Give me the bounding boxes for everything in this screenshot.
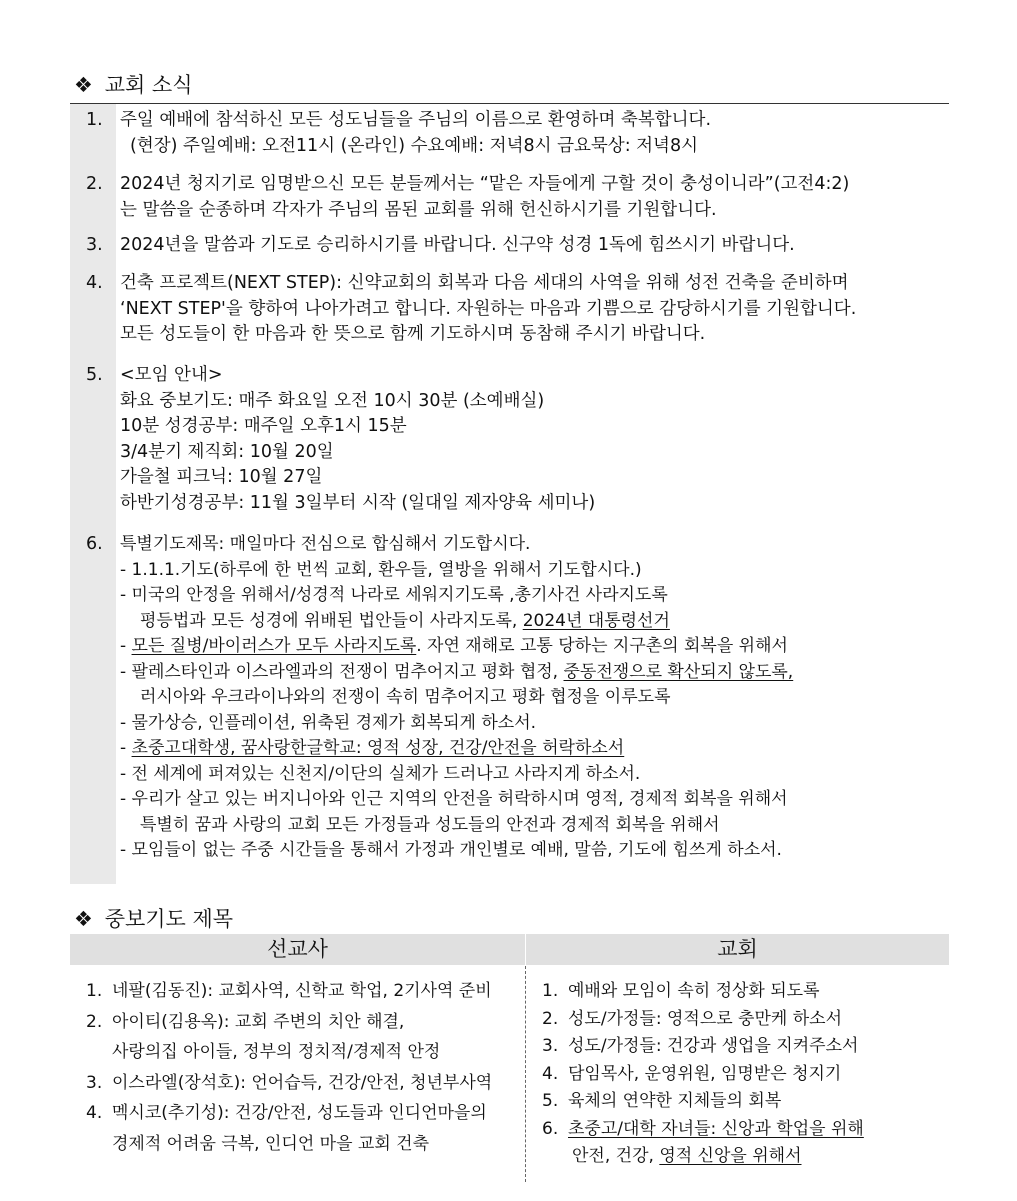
- prayer-line: - 1.1.1.기도(하루에 한 번씩 교회, 환우들, 열방을 위해서 기도합시다.): [120, 559, 642, 580]
- news-title-text: 교회 소식: [104, 73, 193, 97]
- prayer-underlined-text: 2024년 대통령선거: [522, 610, 670, 631]
- list-item: [86, 1009, 492, 1037]
- list-underlined-text: 영적 신앙을 위해서: [659, 1146, 802, 1166]
- item-number: 3.: [86, 235, 103, 255]
- list-number: 1.: [542, 981, 559, 1001]
- prayer-line: [120, 609, 950, 635]
- missionary-list: [86, 978, 492, 1158]
- list-text: 성도/가정들: 영적으로 충만케 하소서: [568, 1008, 842, 1029]
- prayer-underlined-text: 중동전쟁으로 확산되지 않도록,: [563, 661, 794, 682]
- item-number: 6.: [86, 534, 103, 554]
- item-line: 모든 성도들이 한 마음과 한 뜻으로 함께 기도하시며 동참해 주시기 바랍니다.: [120, 324, 706, 344]
- list-item: [86, 1039, 492, 1067]
- prayer-line: [120, 736, 950, 762]
- prayer-underlined-text: 초중고대학생, 꿈사랑한글학교: 영적 성장, 건강/안전을 허락하소서: [131, 738, 625, 758]
- list-text: 예배와 모임이 속히 정상화 되도록: [568, 981, 820, 1001]
- list-number: 2.: [86, 1011, 103, 1032]
- item-number: 1.: [86, 110, 103, 130]
- prayer-line: - 물가상승, 인플레이션, 위축된 경제가 회복되게 하소서.: [120, 712, 537, 733]
- list-text: 이스라엘(장석호): 언어습득, 건강/안전, 청년부사역: [112, 1072, 493, 1093]
- news-divider: [70, 103, 949, 104]
- list-item: [542, 1088, 864, 1116]
- meeting-line: 10분 성경공부: 매주일 오후1시 15분: [120, 416, 407, 436]
- meeting-line: 가을철 피크닉: 10월 27일: [120, 467, 323, 487]
- item-line: 주일 예배에 참석하신 모든 성도님들을 주님의 이름으로 환영하며 축복합니다.: [120, 110, 712, 130]
- meeting-header: <모임 안내>: [120, 365, 223, 385]
- list-item: [86, 1100, 492, 1128]
- prayer-title-text: 중보기도 제목: [104, 907, 234, 931]
- item-line: 2024년 청지기로 임명받으신 모든 분들께서는 “맡은 자들에게 구할 것이 충성이니라”(고전4:2): [120, 174, 850, 194]
- list-text: 경제적 어려움 극복, 인디언 마을 교회 건축: [112, 1133, 430, 1154]
- column-divider: [525, 966, 526, 1182]
- missionary-column-header: 선교사: [70, 934, 525, 965]
- prayer-line: [120, 660, 950, 686]
- list-number: 2.: [542, 1008, 559, 1029]
- list-item: [86, 978, 492, 1006]
- list-item: [542, 1006, 864, 1034]
- list-number: 5.: [542, 1091, 559, 1111]
- item-line: 건축 프로젝트(NEXT STEP): 신약교회의 회복과 다음 세대의 사역을 위해 성전 건축을 준비하며: [120, 273, 849, 293]
- list-number: 3.: [542, 1036, 559, 1056]
- prayer-text: 평등법과 모든 성경에 위배된 법안들이 사라지도록,: [140, 610, 523, 631]
- list-item: [542, 1033, 864, 1061]
- prayer-line: - 모임들이 없는 주중 시간들을 통해서 가정과 개인별로 예배, 말씀, 기도에 힘쓰게 하소서.: [120, 840, 782, 860]
- list-text: 멕시코(추기성): 건강/안전, 성도들과 인디언마을의: [112, 1103, 487, 1123]
- prayer-line: [120, 634, 950, 660]
- list-text: 담임목사, 운영위원, 임명받은 청지기: [568, 1063, 842, 1084]
- list-text: 아이티(김용옥): 교회 주변의 치안 해결,: [112, 1011, 405, 1032]
- prayer-text: . 자연 재해로 고통 당하는 지구촌의 회복을 위해서: [416, 636, 788, 656]
- item-line: ‘NEXT STEP'을 향하여 나아가려고 합니다. 자원하는 마음과 기쁨으로 감당하시기를 기원합니다.: [120, 298, 857, 319]
- list-item: [86, 1131, 492, 1159]
- item-line: 는 말씀을 순종하며 각자가 주님의 몸된 교회를 위해 헌신하시기를 기원합니다.: [120, 199, 717, 220]
- meeting-line: 3/4분기 제직회: 10월 20일: [120, 441, 334, 462]
- prayer-text: -: [120, 636, 132, 656]
- list-item: [542, 1116, 864, 1144]
- list-number: 4.: [86, 1103, 103, 1123]
- list-number: 4.: [542, 1063, 559, 1084]
- list-text: 육체의 연약한 지체들의 회복: [568, 1091, 782, 1111]
- prayer-text: - 팔레스타인과 이스라엘과의 전쟁이 멈추어지고 평화 협정,: [120, 661, 564, 682]
- prayer-underlined-text: 모든 질병/바이러스가 모두 사라지도록: [131, 636, 417, 656]
- prayer-line: 특별히 꿈과 사랑의 교회 모든 가정들과 성도들의 안전과 경제적 회복을 위해서: [140, 814, 720, 835]
- list-item: [542, 978, 864, 1006]
- list-text: 안전, 건강,: [572, 1146, 660, 1166]
- list-number: 1.: [86, 981, 103, 1001]
- list-underlined-text: 초중고/대학 자녀들: 신앙과 학업을 위해: [568, 1118, 864, 1139]
- list-text: 성도/가정들: 건강과 생업을 지켜주소서: [568, 1036, 859, 1056]
- list-number: 6.: [542, 1118, 559, 1139]
- number-column-shade: [70, 104, 116, 884]
- item-number: 4.: [86, 273, 103, 293]
- list-item: [86, 1070, 492, 1098]
- church-column-header: 교회: [526, 934, 949, 965]
- prayer-line: - 우리가 살고 있는 버지니아와 인근 지역의 안전을 허락하시며 영적, 경제적 회복을 위해서: [120, 789, 788, 809]
- list-item: [542, 1143, 864, 1171]
- prayer-line: - 전 세계에 퍼져있는 신천지/이단의 실체가 드러나고 사라지게 하소서.: [120, 763, 641, 784]
- prayer-text: -: [120, 738, 132, 758]
- list-item: [542, 1061, 864, 1089]
- meeting-line: 하반기성경공부: 11월 3일부터 시작 (일대일 제자양육 세미나): [120, 492, 596, 513]
- diamond-bullet-icon: ❖: [74, 907, 93, 931]
- news-section-title: [74, 72, 193, 98]
- list-text: 네팔(김동진): 교회사역, 신학교 학업, 2기사역 준비: [112, 981, 492, 1001]
- church-list: [542, 978, 864, 1171]
- item-number: 5.: [86, 365, 103, 385]
- meeting-line: 화요 중보기도: 매주 화요일 오전 10시 30분 (소예배실): [120, 390, 545, 411]
- prayer-line: 러시아와 우크라이나와의 전쟁이 속히 멈추어지고 평화 협정을 이루도록: [140, 687, 671, 707]
- prayer-line: - 미국의 안정을 위해서/성경적 나라로 세워지기도록 ,총기사건 사라지도록: [120, 585, 668, 605]
- diamond-bullet-icon: ❖: [74, 73, 93, 97]
- item-line: 2024년을 말씀과 기도로 승리하시기를 바랍니다. 신구약 성경 1독에 힘쓰시기 바랍니다.: [120, 235, 795, 255]
- item-line: (현장) 주일예배: 오전11시 (온라인) 수요예배: 저녁8시 금요묵상: 저녁8시: [130, 135, 699, 156]
- prayer-lead: 특별기도제목: 매일마다 전심으로 합심해서 기도합시다.: [120, 534, 531, 554]
- item-number: 2.: [86, 174, 103, 194]
- list-number: 3.: [86, 1072, 103, 1093]
- list-text: 사랑의집 아이들, 정부의 정치적/경제적 안정: [112, 1042, 441, 1062]
- prayer-section-title: [74, 906, 233, 932]
